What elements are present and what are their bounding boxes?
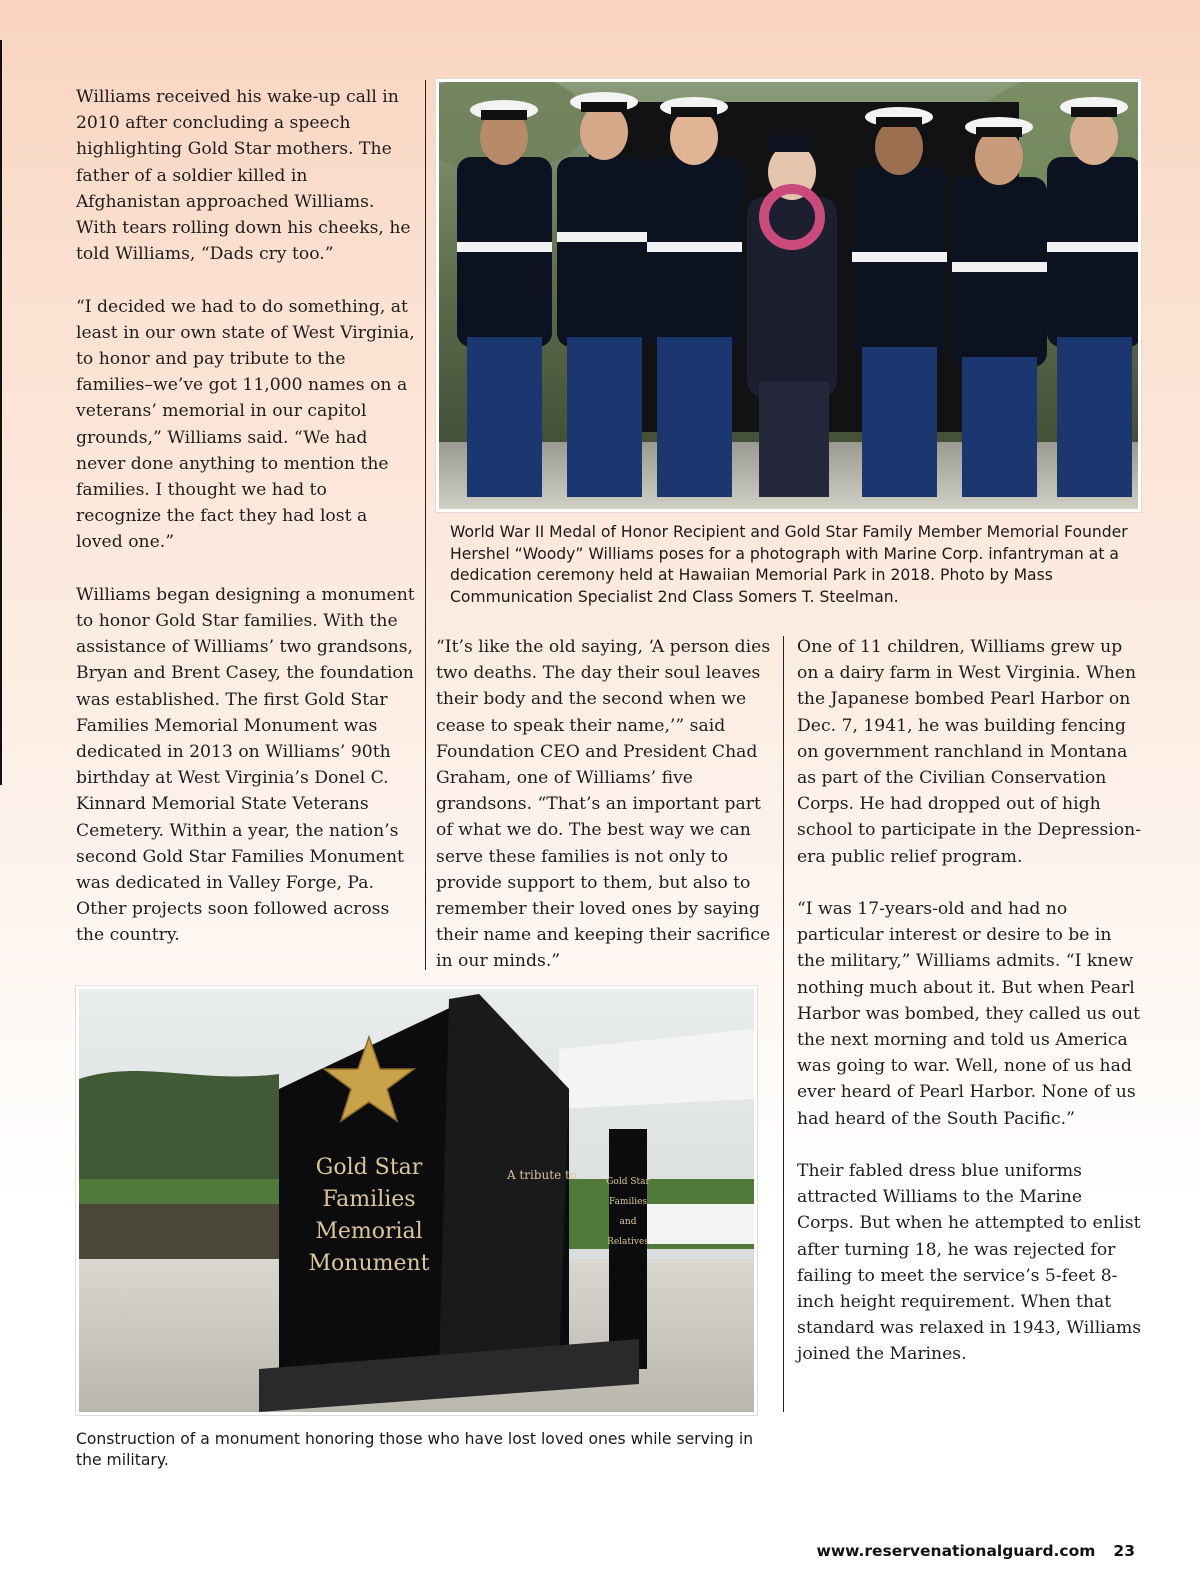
monument-engraving: Families xyxy=(322,1187,416,1212)
monument-side-text: Relatives xyxy=(607,1237,649,1247)
photo-gold-star-monument xyxy=(76,986,757,1415)
column-divider xyxy=(783,636,784,1412)
text-column-right xyxy=(797,634,1142,1368)
photo-caption-top: World War II Medal of Honor Recipient and Gold Star Family Member Memorial Founder Hershel “Woody” Williams poses for a photograph with Marine Corp. infantryman at a dedication ceremony held at Hawaiian Memorial Park in 2018. Photo by Mass Communication Specialist 2nd Class Somers T. Steelman. xyxy=(450,523,1128,606)
paragraph: Williams received his wake-up call in 2010 after concluding a speech highlighting Gold Star mothers. The father of a soldier killed in Afghanistan approached Williams. With tears rolling down his cheeks, he told Williams, “Dads cry too.” xyxy=(76,87,411,265)
monument-engraving: Memorial xyxy=(315,1219,423,1244)
monument-side-text: Gold Star xyxy=(606,1177,650,1187)
page-edge-rule xyxy=(0,40,2,785)
monument-tribute-text: A tribute to xyxy=(506,1168,578,1182)
column-divider xyxy=(425,80,426,970)
paragraph: One of 11 children, Williams grew up on a dairy farm in West Virginia. When the Japanese bombed Pearl Harbor on Dec. 7, 1941, he was building fencing on government ranchland in Montana as part of the Civilian Conservation Corps. He had dropped out of high school to participate in the Depression-era public relief program. xyxy=(797,637,1142,867)
text-column-middle xyxy=(436,634,776,975)
photo-marines-with-williams xyxy=(436,79,1141,512)
paragraph: “It’s like the old saying, ‘A person dies two deaths. The day their soul leaves their body and the second when we cease to speak their name,’” said Foundation CEO and President Chad Graham, one of Williams’ five grandsons. “That’s an important part of what we do. The best way we can serve these families is not only to provide support to them, but also to remember their loved ones by saying their name and keeping their sacrifice in our minds.” xyxy=(436,637,771,972)
monument-side-text: and xyxy=(619,1217,637,1227)
paragraph: “I was 17-years-old and had no particular interest or desire to be in the military,” Williams admits. “I knew nothing much about it. But when Pearl Harbor was bombed, they called us out the next morning and told us America was going to war. Well, none of us had ever heard of Pearl Harbor. None of us had heard of the South Pacific.” xyxy=(797,899,1140,1129)
paragraph: Their fabled dress blue uniforms attracted Williams to the Marine Corps. But when he attempted to enlist after turning 18, he was rejected for failing to meet the service’s 5-feet 8-inch height requirement. When that standard was relaxed in 1943, Williams joined the Marines. xyxy=(797,1161,1142,1365)
marines-photo-illustration xyxy=(439,82,1138,509)
paragraph: Williams began designing a monument to honor Gold Star families. With the assistance of Williams’ two grandsons, Bryan and Brent Casey, the foundation was established. The first Gold Star Families Memorial Monument was dedicated in 2013 on Williams’ 90th birthday at West Virginia’s Donel C. Kinnard Memorial State Veterans Cemetery. Within a year, the nation’s second Gold Star Families Monument was dedicated in Valley Forge, Pa. Other projects soon followed across the country. xyxy=(76,584,415,946)
monument-engraving: Gold Star xyxy=(315,1155,423,1180)
monument-engraving: Monument xyxy=(308,1251,430,1276)
photo-caption-bottom: Construction of a monument honoring those who have lost loved ones while serving in the military. xyxy=(76,1430,754,1469)
text-column-left xyxy=(76,84,416,949)
page-footer xyxy=(780,1542,1135,1560)
page-number: 23 xyxy=(1113,1542,1135,1560)
paragraph: “I decided we had to do something, at least in our own state of West Virginia, to honor and pay tribute to the families–we’ve got 11,000 names on a veterans’ memorial in our capitol grounds,” Williams said. “We had never done anything to mention the families. I thought we had to recognize the fact they had lost a loved one.” xyxy=(76,296,415,553)
monument-photo-illustration xyxy=(79,989,754,1412)
monument-side-text: Families xyxy=(608,1197,648,1207)
website-url[interactable]: www.reservenationalguard.com xyxy=(816,1542,1096,1560)
